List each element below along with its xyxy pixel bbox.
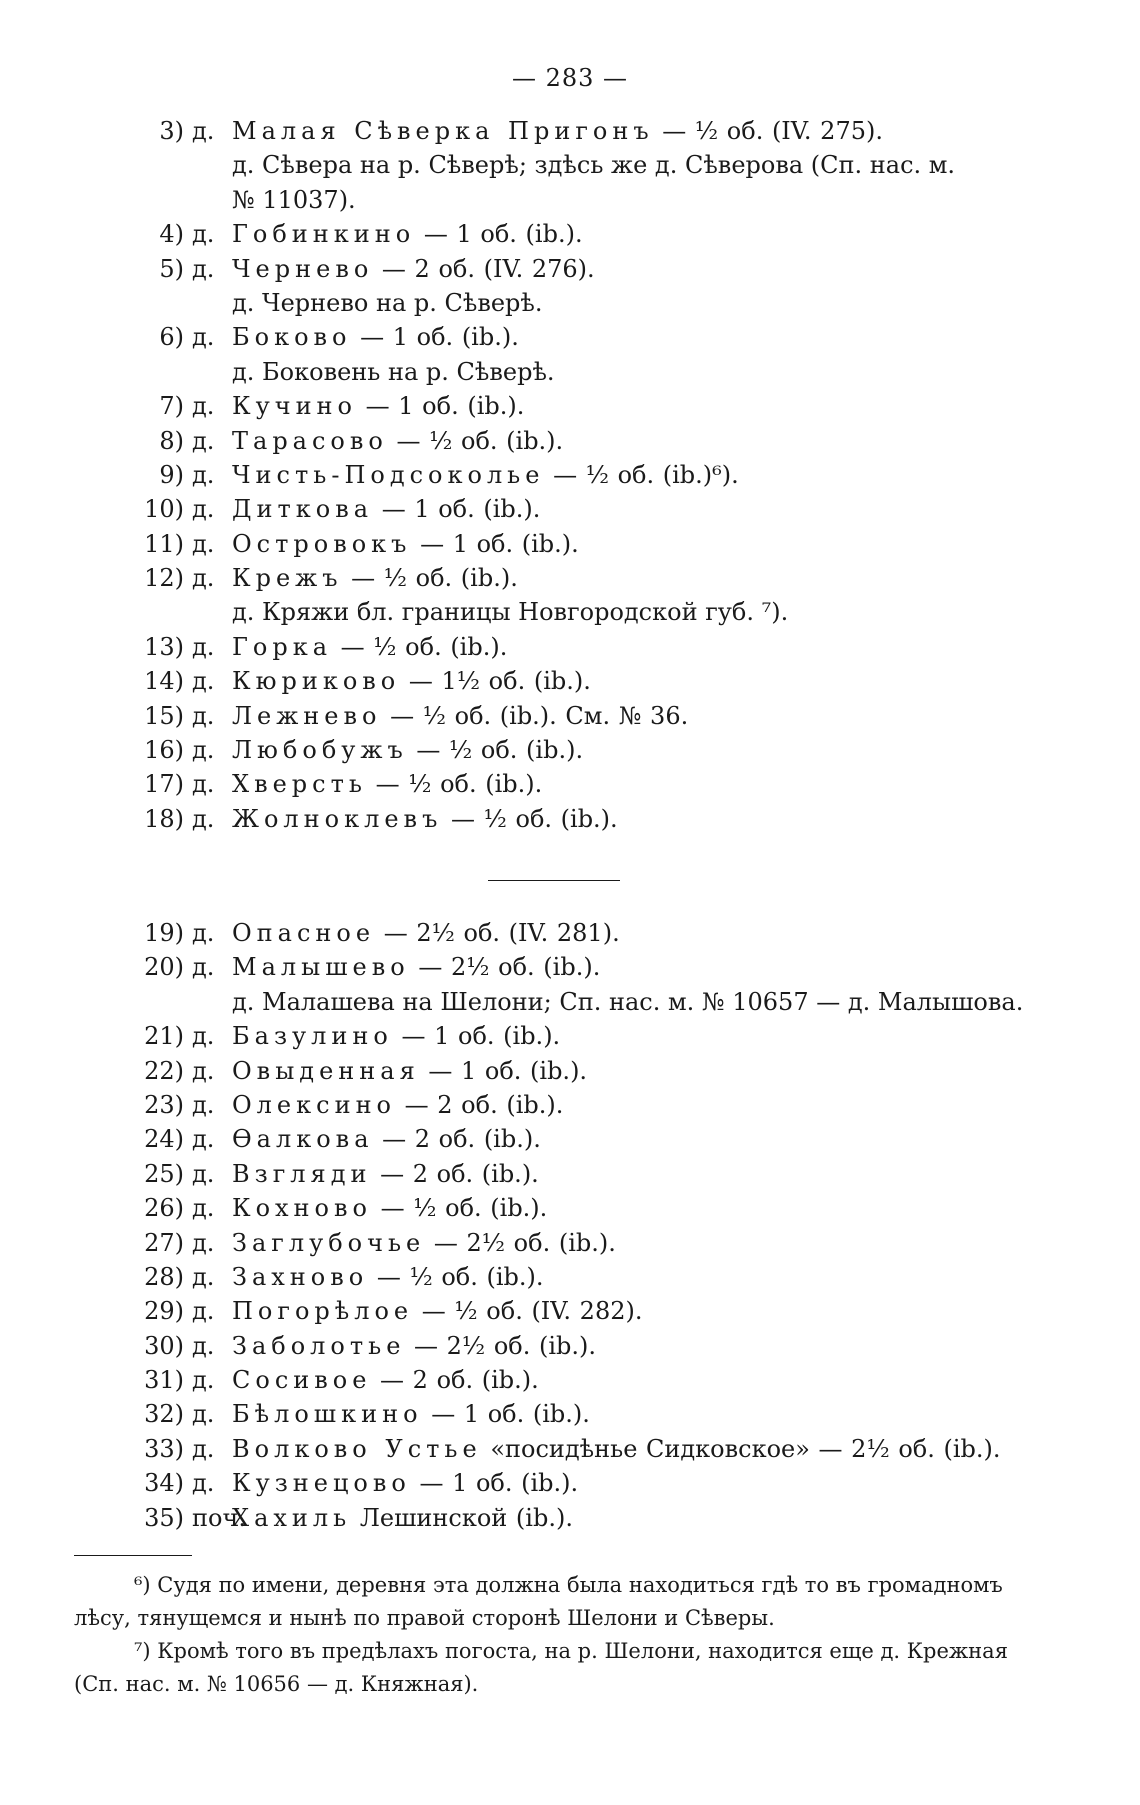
list-item [0,114,1140,148]
entry-details: — 2 об. (ib.). [371,1366,539,1395]
entry-text [232,561,518,595]
list-item [0,492,1140,526]
settlement-type: д. [192,632,215,661]
list-item [0,1054,1140,1088]
list-item [0,1397,1140,1431]
list-item [0,802,1140,836]
settlement-name: Чернево [232,254,374,283]
footnotes [74,1569,1064,1701]
entry-details: — 1 об. (ib.). [422,1400,590,1429]
settlement-name: Сосивое [232,1366,372,1395]
settlement-type: д. [192,220,215,249]
entry-text [232,1019,560,1053]
settlement-name: Заболотье [232,1331,406,1360]
entry-details: — ½ об. (ib.). См. № 36. [381,701,689,730]
settlement-name: Хахиль [232,1503,352,1532]
settlement-name: Диткова [232,495,374,524]
settlement-name: Жолноклевъ [232,804,443,833]
list-item [0,664,1140,698]
entry-text [232,1466,578,1500]
entry-text [232,114,883,148]
settlement-name: Базулино [232,1022,393,1051]
footnote-line: ⁷) Кромѣ того въ предѣлахъ погоста, на р. Шелони, находится еще д. Крежная [134,1639,1008,1663]
list-item [0,733,1140,767]
settlement-type: д. [192,1056,215,1085]
entry-number: 21) [144,1022,184,1051]
entry-details: — 1 об. (ib.). [411,529,579,558]
entry-note-text: д. Сѣвера на р. Сѣверѣ; здѣсь же д. Сѣверова (Сп. нас. м. [232,151,956,180]
entry-details: — 1 об. (ib.). [357,392,525,421]
list-item [0,630,1140,664]
entry-text [232,699,688,733]
entry-text [232,1260,544,1294]
settlement-name: Малая Сѣверка Пригонъ [232,117,654,145]
list-item [0,1226,1140,1260]
page-number: — 283 — [511,64,629,92]
list-item [0,1019,1140,1053]
settlement-name: Опасное [232,919,376,947]
entry-note [0,595,1140,629]
settlement-type: д. [192,1434,215,1463]
entry-note [0,286,1140,320]
entry-details: — ½ об. (ib.). [371,1194,548,1223]
entry-number: 30) [144,1331,184,1360]
entry-text [232,1363,539,1397]
entry-number: 22) [144,1056,184,1085]
entry-details: «посидѣнье Сидковское» — 2½ об. (ib.). [481,1434,1001,1463]
entry-note [0,355,1140,389]
list-item [0,1432,1140,1466]
list-item [0,916,1140,950]
entry-details: — 2 об. (IV. 276). [373,254,595,283]
settlement-name: Лежнево [232,701,382,730]
settlement-name: Тарасово [232,426,388,455]
entry-details: — ½ об. (ib.). [387,426,564,455]
entry-details: — ½ об. (ib.). [366,770,543,799]
settlement-type: д. [192,1331,215,1360]
entry-text [232,389,524,423]
list-item [0,767,1140,801]
settlement-type: д. [192,1469,215,1498]
entry-number: 13) [144,632,184,661]
entry-number: 17) [144,770,184,799]
settlement-type: д. [192,804,215,833]
entry-text [232,492,540,526]
settlement-name: Овыденная [232,1056,420,1085]
entry-details: — ½ об. (ib.). [342,564,518,593]
entry-number: 27) [144,1228,184,1257]
list-item [0,1501,1140,1535]
footnote-line: ⁶) Судя по имени, деревня эта должна была находиться гдѣ то въ громадномъ [134,1573,1003,1597]
entry-number: 18) [144,804,184,833]
entry-text [232,320,519,354]
settlement-type: д. [192,1228,215,1257]
entry-text [232,1397,590,1431]
settlement-type: д. [192,1159,215,1188]
entry-number: 25) [144,1159,184,1188]
entry-details: — 1 об. (ib.). [419,1056,588,1085]
settlement-type: д. [192,1194,215,1223]
settlement-name: Погорѣлое [232,1297,414,1326]
list-item [0,458,1140,492]
entry-text [232,1501,573,1535]
settlement-type: д. [192,392,215,421]
settlement-name: Бѣлошкино [232,1400,423,1429]
settlement-name: Гобинкино [232,220,416,249]
settlement-name: Любобужъ [232,736,408,765]
list-item [0,424,1140,458]
entry-number: 28) [144,1262,184,1291]
settlement-type: д. [192,1125,215,1154]
settlement-list-part-1 [0,114,1140,836]
entry-note [0,985,1140,1019]
entry-text [232,1054,587,1088]
entry-text [232,217,583,251]
entry-details: — 2½ об. (ib.). [405,1331,597,1360]
entry-details: — 2½ об. (ib.). [409,953,601,982]
entry-number: 7) [159,392,184,421]
list-item [0,1122,1140,1156]
entry-text [232,733,583,767]
entry-text [232,630,507,664]
entry-number: 31) [144,1366,184,1395]
entry-text [232,458,739,492]
entry-text [232,1157,539,1191]
entry-details: — 2 об. (ib.). [373,1125,541,1154]
entry-details: — ½ об. (ib.). [332,632,508,661]
entry-number: 29) [144,1297,184,1326]
entry-note-text: д. Кряжи бл. границы Новгородской губ. ⁷). [232,598,789,627]
list-item [0,217,1140,251]
settlement-name: Малышево [232,953,410,982]
entry-number: 9) [159,460,184,489]
entry-details: — 1 об. (ib.). [410,1469,579,1498]
entry-number: 35) [144,1503,184,1532]
entry-text [232,1226,616,1260]
entry-details: — 2 об. (ib.). [371,1159,539,1188]
settlement-name: Крежъ [232,564,343,593]
entry-details: — 1 об. (ib.). [351,323,519,352]
settlement-type: д. [192,1090,215,1119]
settlement-name: Чисть-Подсоколье [232,460,545,489]
settlement-type: д. [192,495,215,524]
list-item [0,1294,1140,1328]
entry-number: 16) [144,736,184,765]
list-item [0,1191,1140,1225]
settlement-type: д. [192,667,215,696]
list-item [0,561,1140,595]
settlement-name: Кохново [232,1194,372,1223]
settlement-name: Хверсть [232,770,367,799]
entry-number: 8) [159,426,184,455]
settlement-type: д. [192,1400,215,1429]
entry-details: Лешинской (ib.). [351,1503,573,1532]
settlement-name: Кучино [232,392,358,421]
entry-text [232,664,591,698]
settlement-name: Боково [232,323,352,352]
list-item [0,527,1140,561]
settlement-type: д. [192,323,215,352]
entry-details: — ½ об. (IV. 275). [653,117,883,145]
settlement-type: д. [192,564,215,593]
settlement-type: д. [192,770,215,799]
entry-number: 20) [144,953,184,982]
settlement-type: д. [192,1366,215,1395]
entry-details: — ½ об. (ib.)⁶). [544,460,739,489]
entry-details: — 2½ об. (ib.). [425,1228,616,1257]
settlement-name: Волково Устье [232,1434,482,1463]
settlement-type: д. [192,1297,215,1326]
list-item [0,252,1140,286]
settlement-type: д. [192,426,215,455]
settlement-type: поч. [192,1503,246,1532]
list-item [0,1329,1140,1363]
settlement-type: д. [192,736,215,765]
entry-note-text: № 11037). [232,185,356,214]
settlement-name: Олексино [232,1090,397,1119]
entry-text [232,424,563,458]
entry-text [232,1432,1001,1466]
footnote-rule [74,1555,192,1556]
settlement-type: д. [192,117,215,145]
settlement-type: д. [192,254,215,283]
entry-details: — 1 об. (ib.). [415,220,583,249]
entry-text [232,767,542,801]
entry-number: 26) [144,1194,184,1223]
entry-number: 6) [159,323,184,352]
settlement-name: Ѳалкова [232,1125,374,1154]
entry-note-text: д. Малашева на Шелони; Сп. нас. м. № 10657 — д. Малышова. [232,987,1024,1016]
entry-text [232,527,579,561]
settlement-name: Взгляди [232,1159,372,1188]
entry-details: — 1 об. (ib.). [373,495,541,524]
entry-number: 14) [144,667,184,696]
list-item [0,320,1140,354]
entry-details: — 1½ об. (ib.). [400,667,591,696]
section-divider [488,880,620,881]
entry-number: 33) [144,1434,184,1463]
entry-note [0,148,1140,182]
entry-number: 15) [144,701,184,730]
entry-number: 23) [144,1090,184,1119]
entry-text [232,802,618,836]
entry-text [232,916,620,950]
entry-number: 24) [144,1125,184,1154]
footnote-line: лѣсу, тянущемся и нынѣ по правой сторонѣ Шелони и Сѣверы. [74,1606,775,1630]
settlement-type: д. [192,1262,215,1291]
settlement-name: Горка [232,632,333,661]
entry-text [232,1122,541,1156]
settlement-list-part-2 [0,916,1140,1535]
settlement-type: д. [192,529,215,558]
entry-details: — ½ об. (ib.). [368,1262,544,1291]
settlement-type: д. [192,953,215,982]
settlement-name: Захново [232,1262,369,1291]
entry-details: — ½ об. (ib.). [407,736,584,765]
entry-details: — 2 об. (ib.). [396,1090,564,1119]
entry-number: 3) [159,117,184,145]
entry-text [232,1088,563,1122]
settlement-type: д. [192,1022,215,1051]
entry-note [0,183,1140,217]
entry-number: 5) [159,254,184,283]
entry-number: 32) [144,1400,184,1429]
entry-text [232,950,600,984]
entry-number: 12) [144,564,184,593]
entry-number: 19) [144,919,184,947]
list-item [0,950,1140,984]
footnote-line: (Сп. нас. м. № 10656 — д. Княжная). [74,1672,479,1696]
settlement-type: д. [192,919,215,947]
settlement-name: Островокъ [232,529,412,558]
entry-details: — 2½ об. (IV. 281). [375,919,620,947]
list-item [0,699,1140,733]
list-item [0,1260,1140,1294]
list-item [0,1466,1140,1500]
entry-text [232,1191,547,1225]
settlement-type: д. [192,460,215,489]
entry-text [232,1294,642,1328]
entry-number: 10) [144,495,184,524]
entry-details: — 1 об. (ib.). [392,1022,561,1051]
entry-details: — ½ об. (IV. 282). [413,1297,643,1326]
entry-number: 34) [144,1469,184,1498]
list-item [0,1157,1140,1191]
settlement-name: Кюриково [232,667,401,696]
list-item [0,389,1140,423]
entry-text [232,1329,596,1363]
entry-text [232,252,595,286]
settlement-type: д. [192,701,215,730]
list-item [0,1088,1140,1122]
entry-number: 11) [144,529,184,558]
list-item [0,1363,1140,1397]
entry-details: — ½ об. (ib.). [442,804,618,833]
settlement-name: Заглубочье [232,1228,426,1257]
entry-note-text: д. Боковень на р. Сѣверѣ. [232,357,555,386]
settlement-name: Кузнецово [232,1469,411,1498]
entry-note-text: д. Чернево на р. Сѣверѣ. [232,288,543,317]
entry-number: 4) [159,220,184,249]
